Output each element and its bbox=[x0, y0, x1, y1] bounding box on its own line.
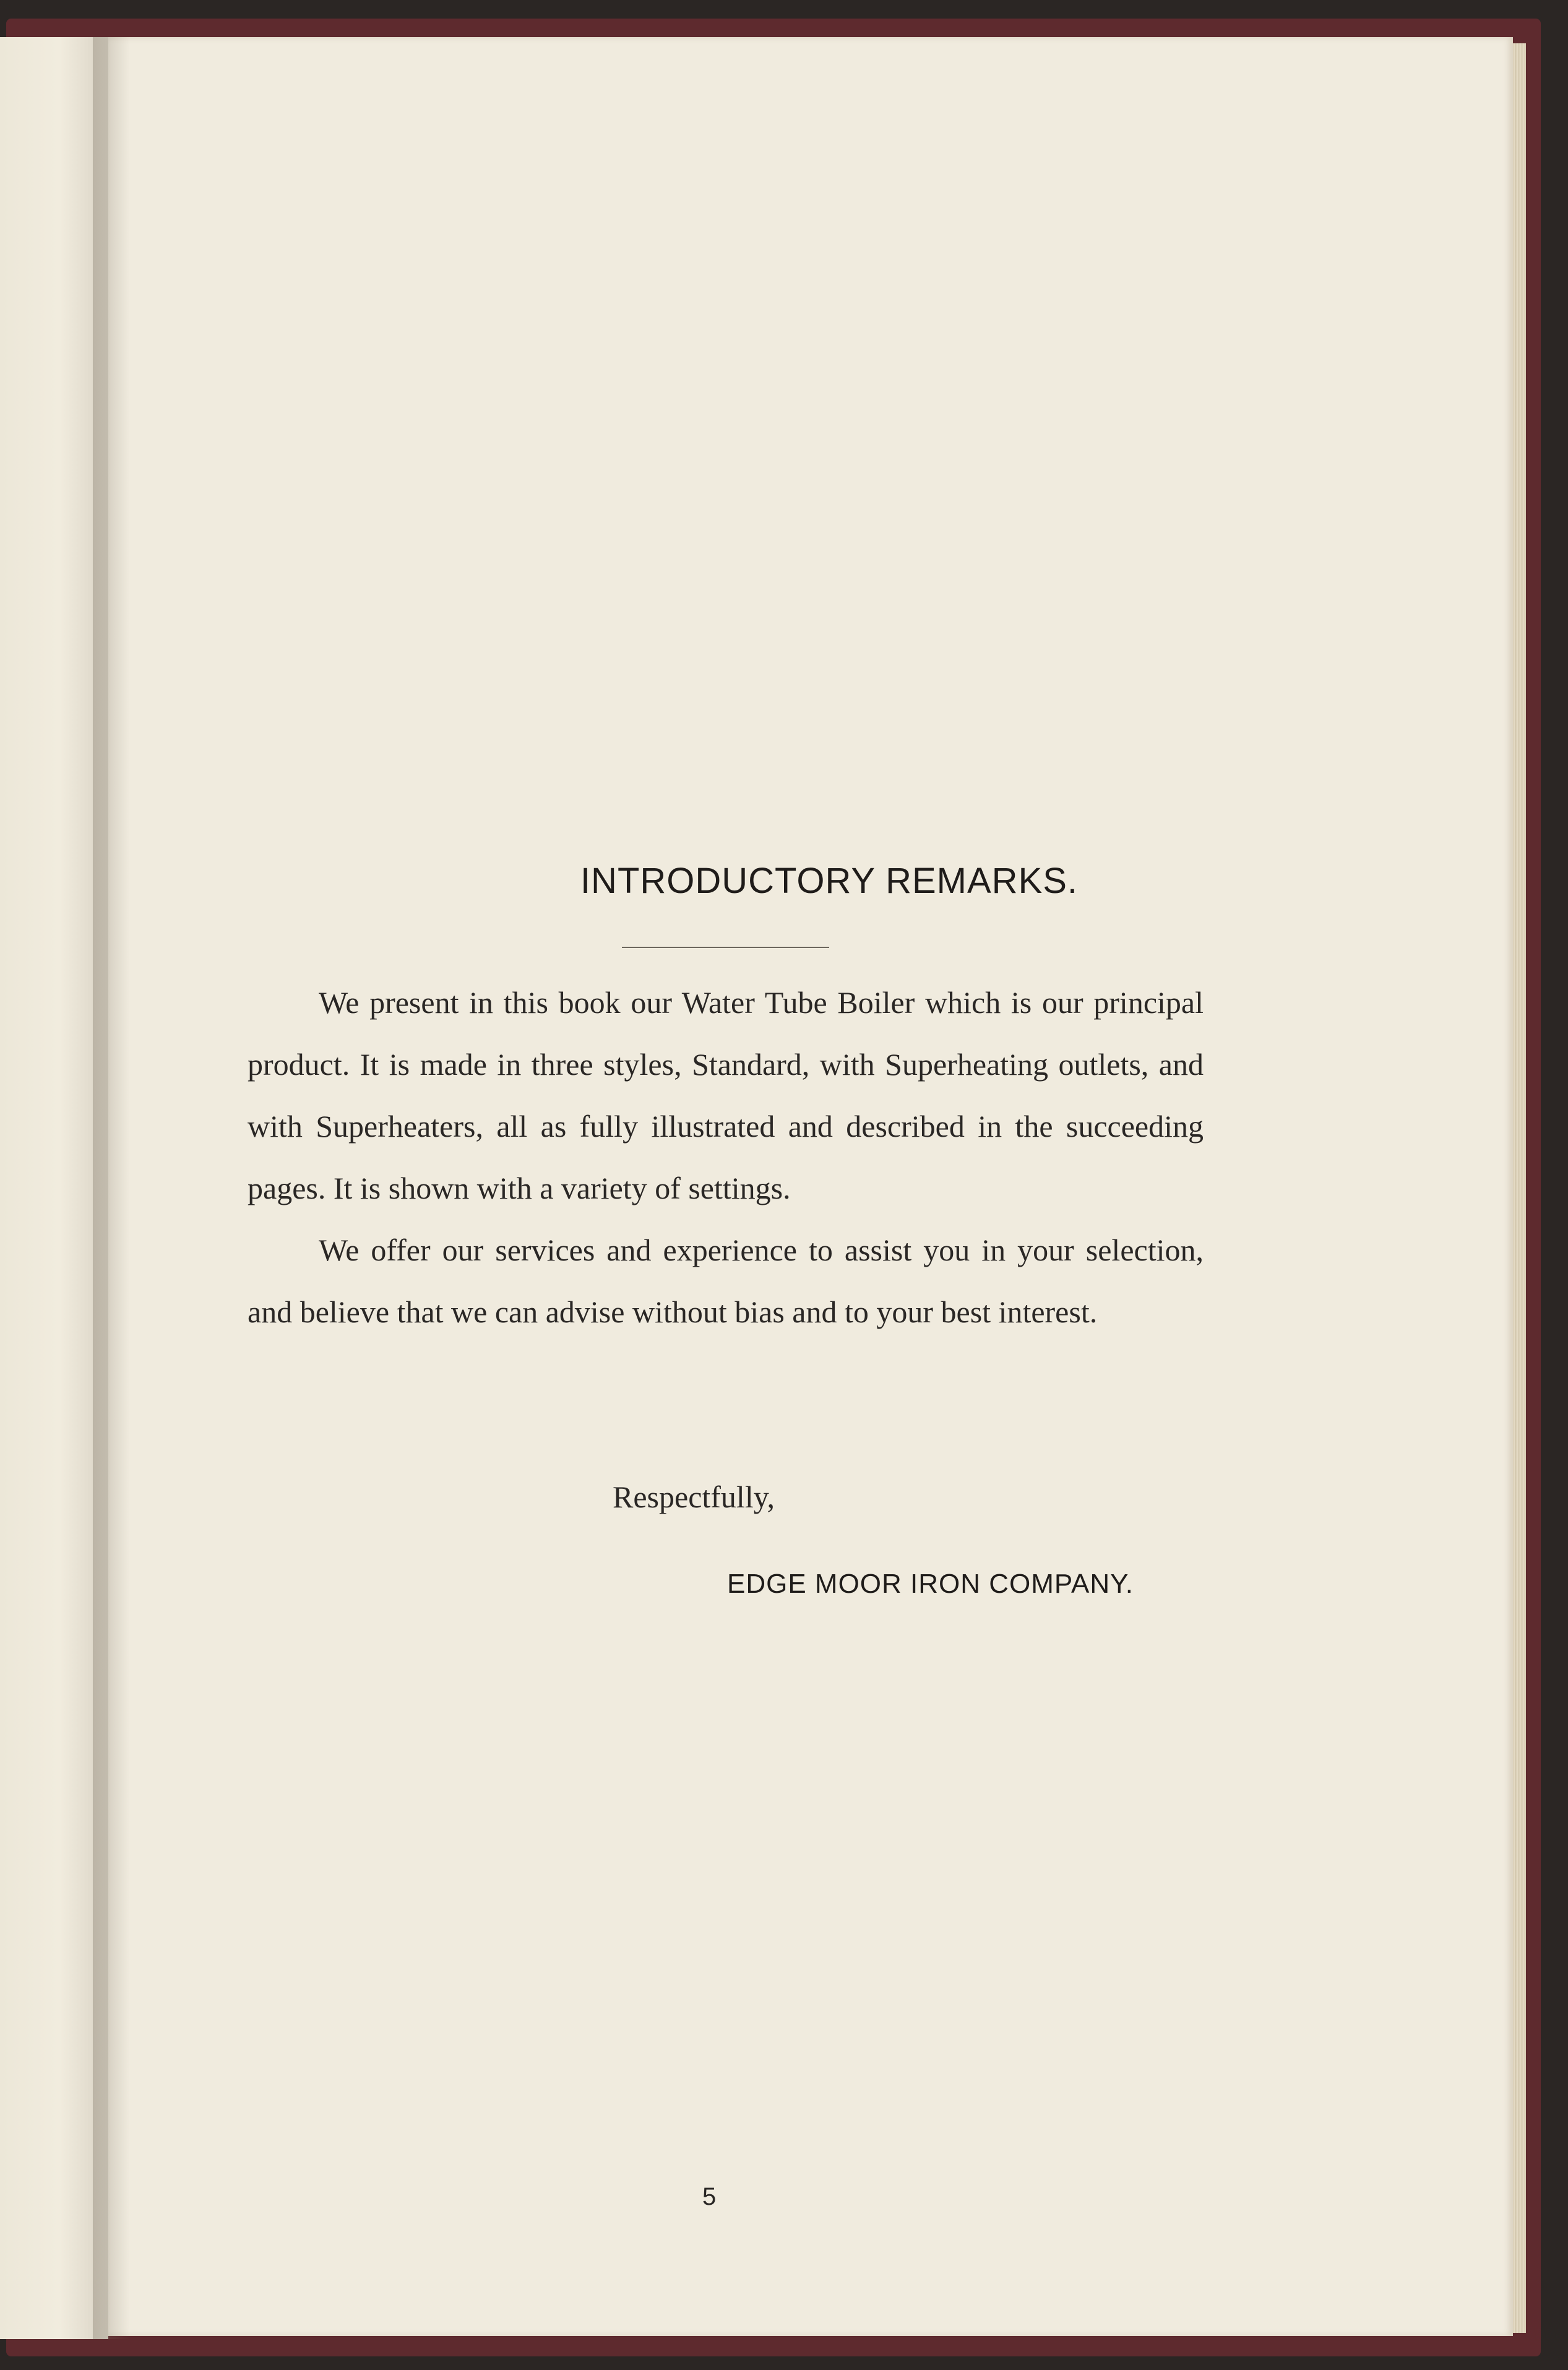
company-signature: EDGE MOOR IRON COMPANY. bbox=[727, 1569, 1134, 1599]
page-title: INTRODUCTORY REMARKS. bbox=[580, 861, 1079, 901]
book-page bbox=[108, 37, 1513, 2336]
gutter-shadow bbox=[93, 37, 130, 2339]
paragraph-2: We offer our services and experience to assist you in your selection, and believe that we can advise without bias and to your best interest. bbox=[248, 1233, 1204, 1329]
paragraph-1: We present in this book our Water Tube Boiler which is our principal product. It is made in three styles, Standard, with Superheating outlets, and with Superheaters, all as fully illustrated and described in the succeeding pages. It is shown with a variety of settings. bbox=[248, 985, 1204, 1205]
closing-salutation: Respectfully, bbox=[613, 1480, 775, 1514]
title-rule bbox=[622, 947, 829, 948]
left-page-edge bbox=[0, 37, 108, 2339]
body-text bbox=[248, 972, 1204, 1343]
page-number: 5 bbox=[702, 2183, 717, 2210]
